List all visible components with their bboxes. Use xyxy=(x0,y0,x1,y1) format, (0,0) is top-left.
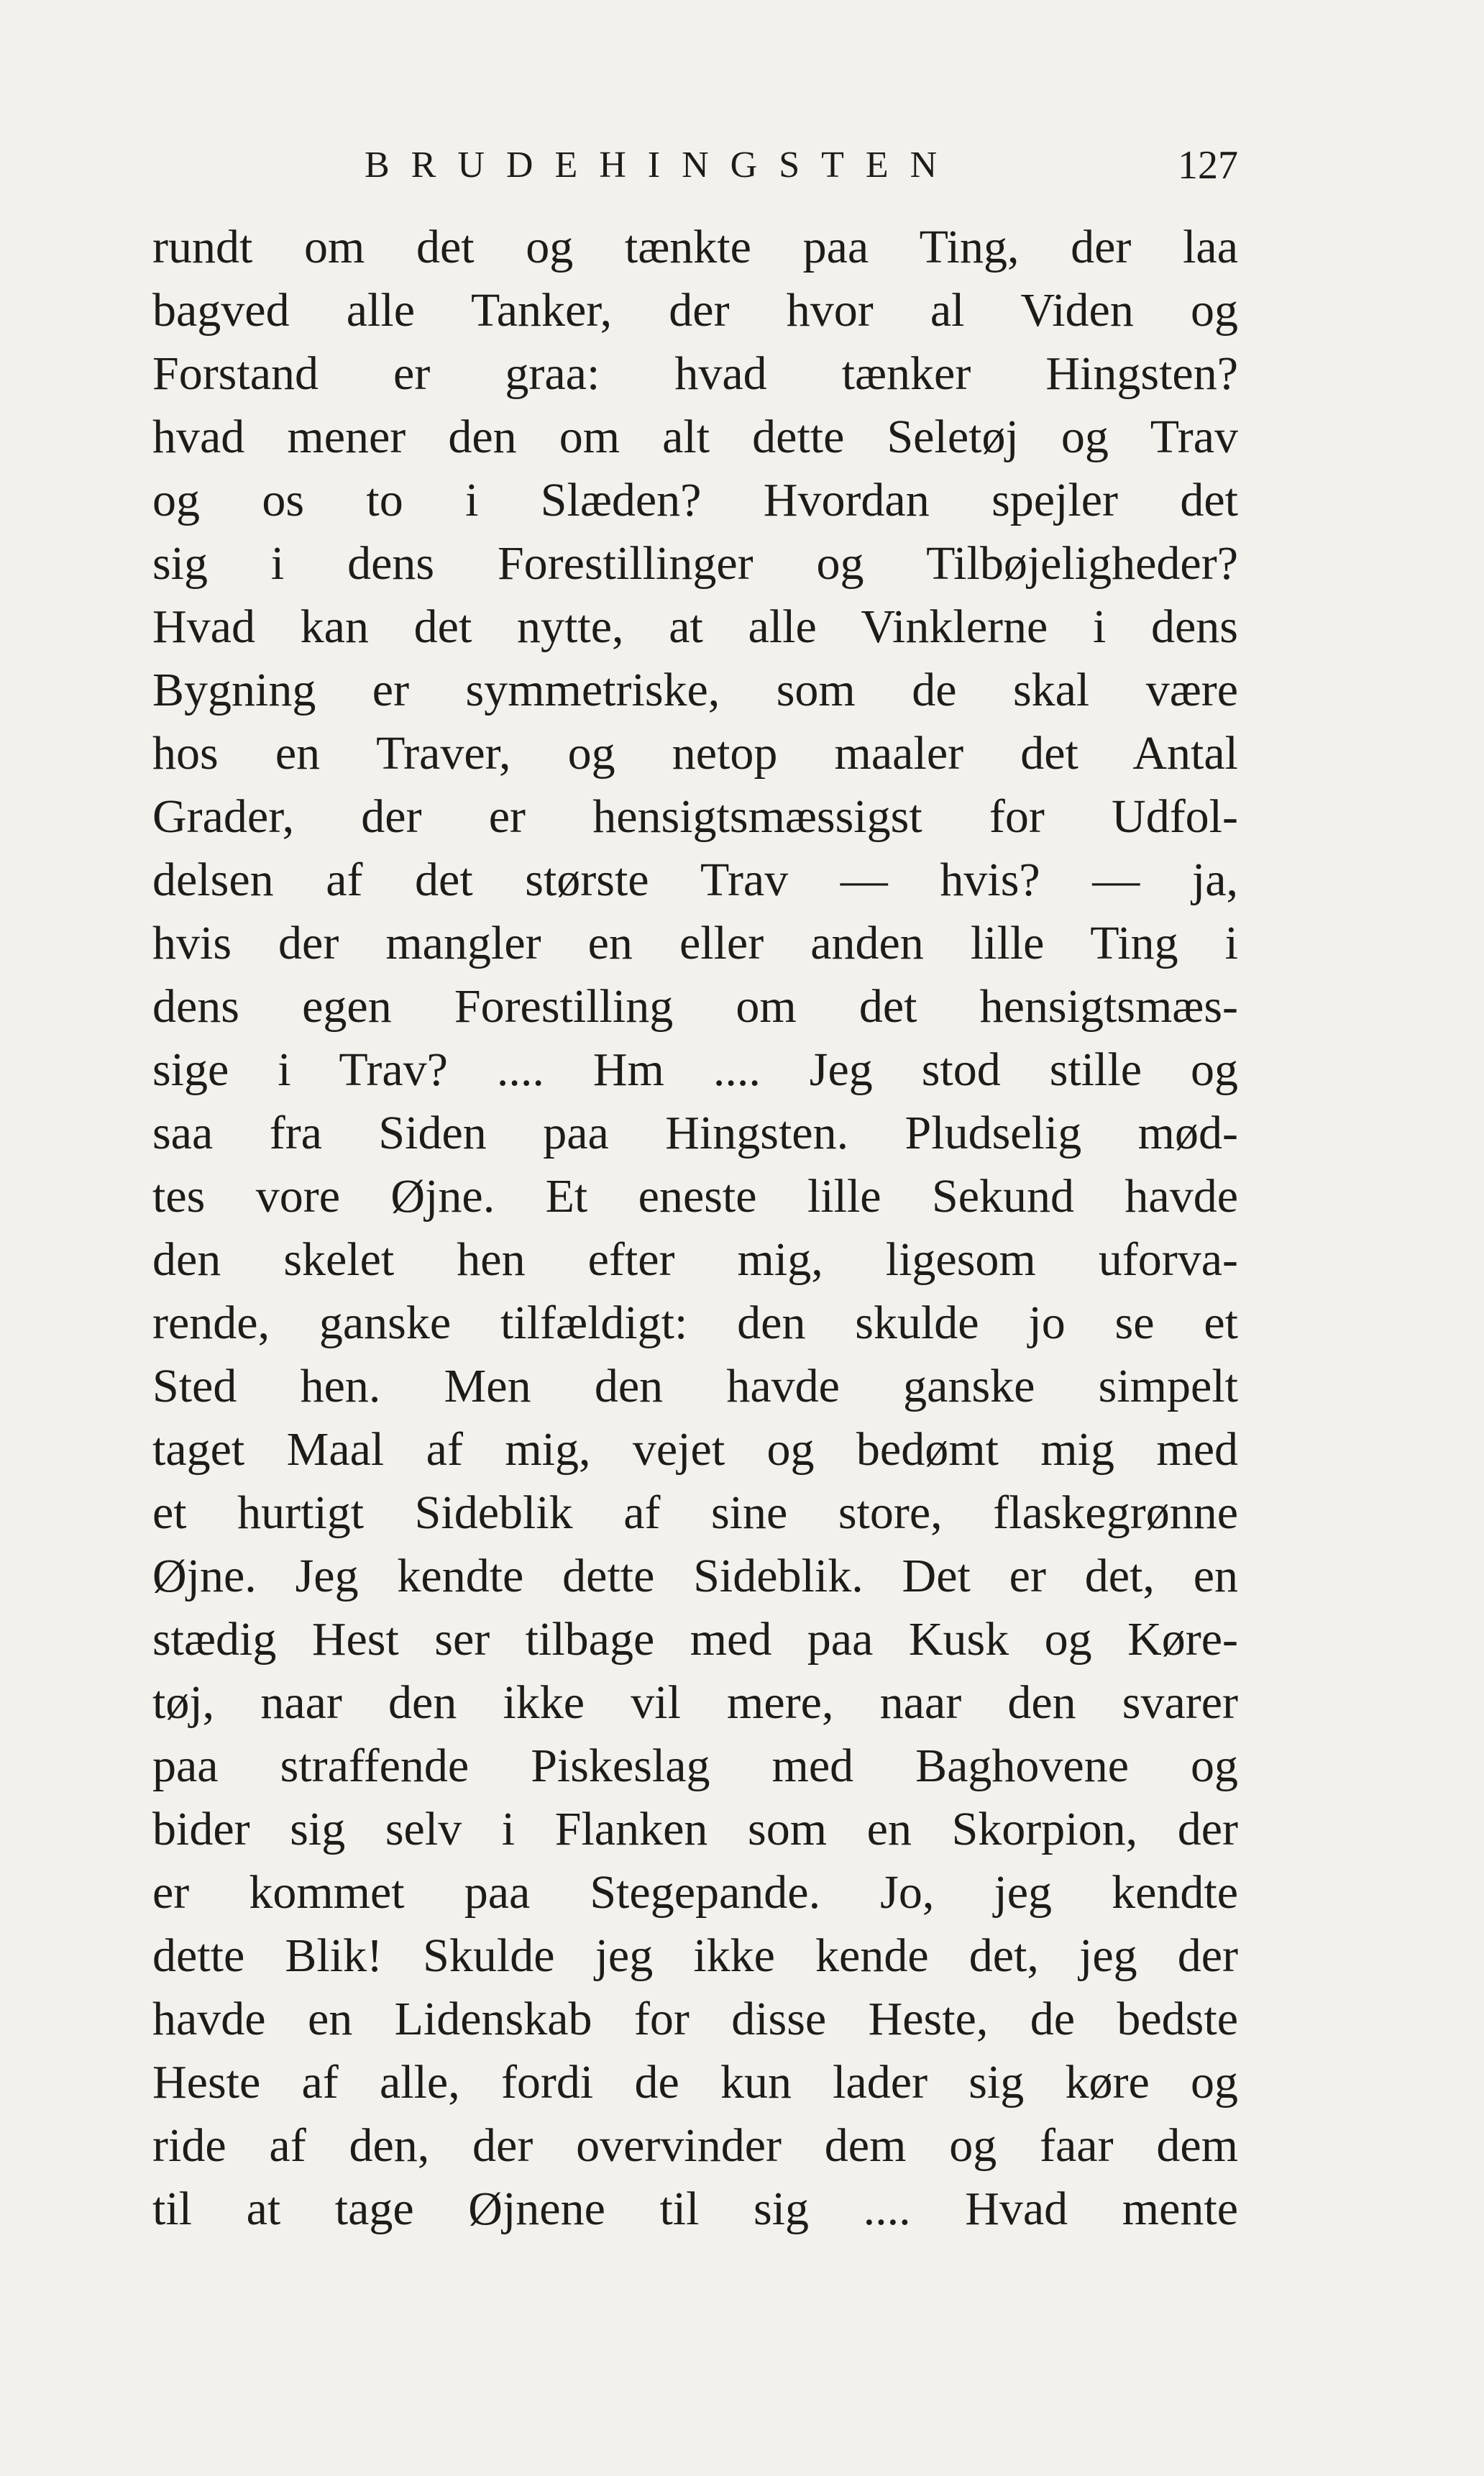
text-body xyxy=(152,216,1238,2241)
text-line: ride af den, der overvinder dem og faar dem xyxy=(152,2119,1238,2172)
text-line: Hvad kan det nytte, at alle Vinklerne i dens xyxy=(152,600,1238,653)
text-line: og os to i Slæden? Hvordan spejler det xyxy=(152,474,1238,526)
text-line: hvad mener den om alt dette Seletøj og Trav xyxy=(152,411,1238,463)
text-line: Heste af alle, fordi de kun lader sig køre og xyxy=(152,2056,1238,2109)
text-line: taget Maal af mig, vejet og bedømt mig med xyxy=(152,1423,1238,1476)
text-line: Grader, der er hensigtsmæssigst for Udfol- xyxy=(152,790,1238,843)
text-line: den skelet hen efter mig, ligesom uforva- xyxy=(152,1233,1238,1286)
text-line: havde en Lidenskab for disse Heste, de bedste xyxy=(152,1993,1238,2045)
text-line: Bygning er symmetriske, som de skal være xyxy=(152,664,1238,716)
text-line: hos en Traver, og netop maaler det Antal xyxy=(152,727,1238,780)
page-number: 127 xyxy=(1178,143,1238,188)
running-title: BRUDEHINGSTEN xyxy=(365,145,959,186)
text-line: tøj, naar den ikke vil mere, naar den svarer xyxy=(152,1676,1238,1729)
text-line: rende, ganske tilfældigt: den skulde jo se et xyxy=(152,1297,1238,1349)
page-header xyxy=(152,137,1238,194)
text-line: Øjne. Jeg kendte dette Sideblik. Det er det, en xyxy=(152,1550,1238,1602)
text-line: er kommet paa Stegepande. Jo, jeg kendte xyxy=(152,1866,1238,1919)
text-line: tes vore Øjne. Et eneste lille Sekund havde xyxy=(152,1170,1238,1223)
text-line: Sted hen. Men den havde ganske simpelt xyxy=(152,1360,1238,1412)
text-line: Forstand er graa: hvad tænker Hingsten? xyxy=(152,347,1238,400)
text-line: sig i dens Forestillinger og Tilbøjeligheder? xyxy=(152,537,1238,590)
text-line: delsen af det største Trav — hvis? — ja, xyxy=(152,854,1238,906)
text-line: til at tage Øjnene til sig .... Hvad mente xyxy=(152,2183,1238,2235)
text-line: bider sig selv i Flanken som en Skorpion, der xyxy=(152,1803,1238,1855)
text-line: dette Blik! Skulde jeg ikke kende det, jeg der xyxy=(152,1929,1238,1982)
text-line: hvis der mangler en eller anden lille Ting i xyxy=(152,917,1238,969)
text-line: dens egen Forestilling om det hensigtsmæs- xyxy=(152,980,1238,1033)
text-line: bagved alle Tanker, der hvor al Viden og xyxy=(152,284,1238,337)
text-line: et hurtigt Sideblik af sine store, flaskegrønne xyxy=(152,1486,1238,1539)
text-line: stædig Hest ser tilbage med paa Kusk og Køre- xyxy=(152,1613,1238,1666)
text-line: saa fra Siden paa Hingsten. Pludselig mød- xyxy=(152,1107,1238,1159)
text-line: paa straffende Piskeslag med Baghovene og xyxy=(152,1740,1238,1792)
text-line: rundt om det og tænkte paa Ting, der laa xyxy=(152,221,1238,273)
text-line: sige i Trav? .... Hm .... Jeg stod stille og xyxy=(152,1043,1238,1096)
